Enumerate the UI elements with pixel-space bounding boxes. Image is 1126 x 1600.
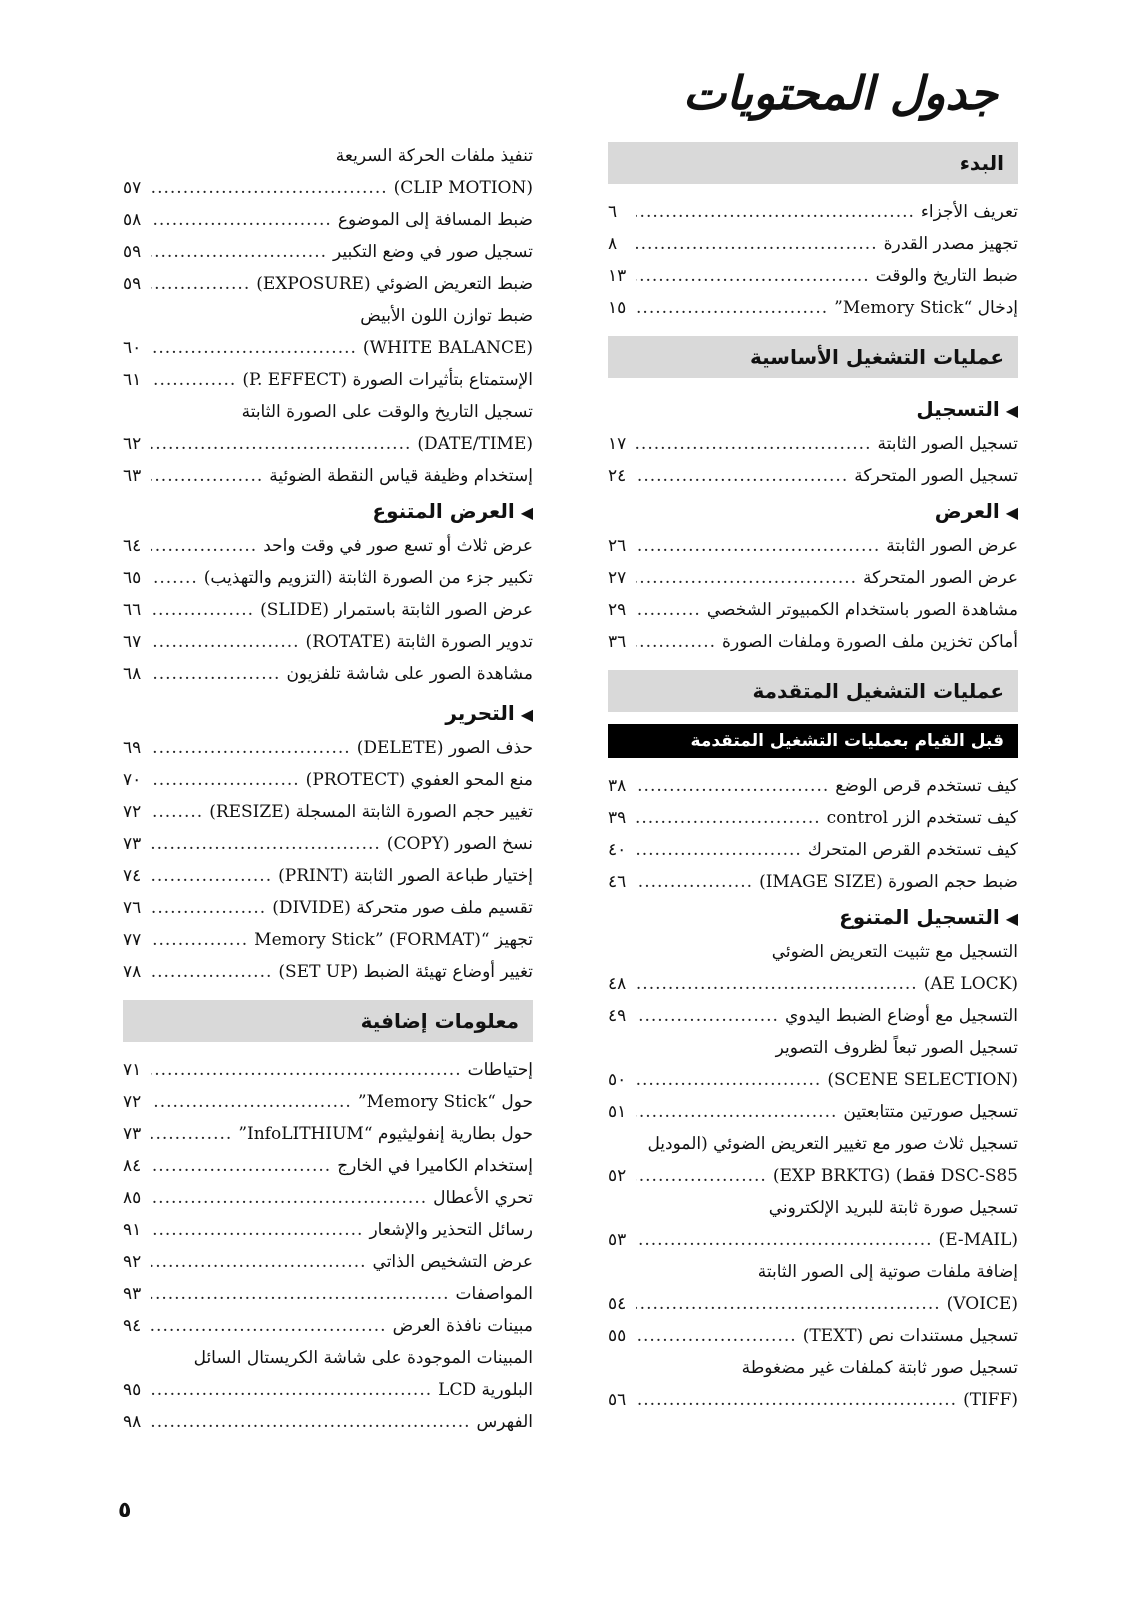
- entry-title: (TIFF): [963, 1390, 1018, 1410]
- toc-line: تسجيل صورة ثابتة للبريد الإلكتروني: [768, 1198, 1018, 1218]
- dot-leader: [151, 268, 250, 300]
- dot-leader: [151, 1310, 387, 1342]
- entry-title: عرض الصور المتحركة: [863, 568, 1018, 588]
- entry-page: ٨٤: [123, 1156, 142, 1176]
- section-header-basic: عمليات التشغيل الأساسية: [608, 336, 1018, 378]
- entry-title: أماكن تخزين ملف الصورة وملفات الصورة: [722, 632, 1018, 652]
- toc-entry: [608, 1064, 1018, 1096]
- entry-page: ٣٦: [608, 632, 627, 652]
- toc-row: [608, 866, 1018, 898]
- entry-page: ٢٤: [608, 466, 627, 486]
- entry-title: عرض الصور الثابتة: [886, 536, 1018, 556]
- toc-row: [123, 332, 533, 364]
- entry-page: ٧٧: [123, 930, 142, 950]
- dot-leader: [636, 770, 829, 802]
- dot-leader: [636, 594, 701, 626]
- toc-entry: [608, 1320, 1018, 1352]
- entry-page: ٥٢: [608, 1166, 627, 1186]
- toc-entry: [608, 1224, 1018, 1256]
- toc-entry: [123, 1374, 533, 1406]
- toc-row: [123, 626, 533, 658]
- entry-page: ٥١: [608, 1102, 627, 1122]
- toc-row: [123, 764, 533, 796]
- toc-row: [123, 204, 533, 236]
- viewing-list: [608, 530, 1018, 658]
- toc-row: [608, 770, 1018, 802]
- entry-title: عرض الصور الثابتة باستمرار (SLIDE): [260, 600, 533, 620]
- entry-page: ٥٧: [123, 178, 142, 198]
- entry-page: ٧٦: [123, 898, 142, 918]
- entry-page: ١٣: [608, 266, 627, 286]
- toc-row: [123, 460, 533, 492]
- dot-leader: [151, 1214, 363, 1246]
- toc-entry: [608, 1000, 1018, 1032]
- toc-row: [123, 924, 533, 956]
- entry-title: إستخدام وظيفة قياس النقطة الضوئية: [269, 466, 533, 486]
- entry-page: ٥٩: [123, 274, 142, 294]
- entry-title: عرض التشخيص الذاتي: [372, 1252, 533, 1272]
- entry-title: البلورية LCD: [438, 1380, 533, 1400]
- dot-leader: [636, 1064, 821, 1096]
- toc-line: تسجيل صور ثابتة كملفات غير مضغوطة: [741, 1358, 1018, 1378]
- dot-leader: [636, 866, 753, 898]
- entry-title: تغيير أوضاع تهيئة الضبط (SET UP): [278, 962, 533, 982]
- dot-leader: [151, 364, 236, 396]
- entry-page: ٣٨: [608, 776, 627, 796]
- dot-leader: [151, 1118, 232, 1150]
- entry-title: تقسيم ملف صور متحركة (DIVIDE): [272, 898, 533, 918]
- triangle-icon: ◀: [1005, 909, 1018, 928]
- dot-leader: [151, 626, 300, 658]
- entry-title: المواصفات: [455, 1284, 533, 1304]
- page-number: ٥: [118, 1498, 132, 1523]
- toc-row: [123, 828, 533, 860]
- dot-leader: [636, 1224, 933, 1256]
- subsection-recording: ◀التسجيل: [916, 397, 1018, 421]
- section-header-advanced: عمليات التشغيل المتقدمة: [608, 670, 1018, 712]
- toc-entry: [123, 204, 533, 236]
- entry-page: ٢٩: [608, 600, 627, 620]
- toc-row: [608, 1160, 1018, 1192]
- dot-leader: [151, 924, 248, 956]
- entry-title: ضبط التعريض الضوئي (EXPOSURE): [256, 274, 533, 294]
- dot-leader: [151, 764, 300, 796]
- entry-title: (VOICE): [946, 1294, 1018, 1314]
- dot-leader: [151, 594, 254, 626]
- entry-page: ٧٢: [123, 802, 142, 822]
- entry-title: حذف الصور (DELETE): [356, 738, 533, 758]
- entry-page: ٢٦: [608, 536, 627, 556]
- entry-title: تكبير جزء من الصورة الثابتة (التزويم والتهذيب): [203, 568, 533, 588]
- entry-page: ٦٨: [123, 664, 142, 684]
- dot-leader: [151, 1086, 352, 1118]
- entry-page: ٥٤: [608, 1294, 627, 1314]
- entry-title: إحتياطات: [467, 1060, 533, 1080]
- dot-leader: [636, 1320, 797, 1352]
- dot-leader: [636, 460, 848, 492]
- toc-row: [123, 1182, 533, 1214]
- dot-leader: [636, 1384, 957, 1416]
- entry-title: (E-MAIL): [938, 1230, 1018, 1250]
- dot-leader: [151, 892, 266, 924]
- toc-row: [123, 658, 533, 690]
- entry-title: كيف تستخدم القرص المتحرك: [807, 840, 1018, 860]
- editing-list: [123, 732, 533, 988]
- dot-leader: [151, 236, 327, 268]
- dot-leader: [636, 530, 880, 562]
- toc-line: تنفيذ ملفات الحركة السريعة: [335, 146, 533, 166]
- toc-line: إضافة ملفات صوتية إلى الصور الثابتة: [757, 1262, 1018, 1282]
- dot-leader: [636, 562, 857, 594]
- entry-title: الفهرس: [476, 1412, 533, 1432]
- toc-entry: [608, 1096, 1018, 1128]
- dot-leader: [636, 802, 821, 834]
- toc-line: المبينات الموجودة على شاشة الكريستال السائل: [193, 1348, 533, 1368]
- toc-row: [123, 268, 533, 300]
- entry-page: ٩٨: [123, 1412, 142, 1432]
- toc-row: [608, 834, 1018, 866]
- entry-title: مشاهدة الصور على شاشة تلفزيون: [286, 664, 533, 684]
- toc-row: [123, 530, 533, 562]
- entry-page: ٢٧: [608, 568, 627, 588]
- dot-leader: [636, 1096, 837, 1128]
- entry-title: مشاهدة الصور باستخدام الكمبيوتر الشخصي: [706, 600, 1018, 620]
- toc-row: [123, 1374, 533, 1406]
- entry-page: ٥٥: [608, 1326, 627, 1346]
- toc-line: تسجيل التاريخ والوقت على الصورة الثابتة: [241, 402, 533, 422]
- toc-entry: [123, 1406, 533, 1438]
- toc-entry: [608, 968, 1018, 1000]
- entry-page: ٧١: [123, 1060, 142, 1080]
- toc-entry: [123, 172, 533, 204]
- entry-page: ٦٢: [123, 434, 142, 454]
- entry-title: حول “Memory Stick”: [357, 1092, 533, 1112]
- entry-title: إدخال “Memory Stick”: [834, 298, 1018, 318]
- toc-line: التسجيل مع تثبيت التعريض الضوئي: [771, 942, 1018, 962]
- toc-entry: [123, 460, 533, 492]
- toc-row: [608, 1064, 1018, 1096]
- dot-leader: [151, 828, 381, 860]
- dot-leader: [151, 1278, 450, 1310]
- toc-row: [123, 892, 533, 924]
- entry-page: ٧٠: [123, 770, 142, 790]
- entry-title: تدوير الصورة الثابتة (ROTATE): [305, 632, 533, 652]
- toc-entry: [123, 332, 533, 364]
- dot-leader: [151, 428, 411, 460]
- entry-page: ٤٩: [608, 1006, 627, 1026]
- section-header-start: البدء: [608, 142, 1018, 184]
- subsection-editing: ◀التحرير: [445, 701, 533, 725]
- entry-title: حول بطارية إنفوليثيوم “InfoLITHIUM”: [238, 1124, 533, 1144]
- entry-title: (AE LOCK): [923, 974, 1018, 994]
- toc-row: [608, 562, 1018, 594]
- entry-title: منع المحو العفوي (PROTECT): [305, 770, 533, 790]
- toc-row: [123, 428, 533, 460]
- entry-page: ٨٥: [123, 1188, 142, 1208]
- toc-row: [123, 1054, 533, 1086]
- entry-title: كيف تستخدم الزر control: [826, 808, 1018, 828]
- entry-page: ٥٠: [608, 1070, 627, 1090]
- various-viewing-list: [123, 530, 533, 690]
- toc-row: [608, 802, 1018, 834]
- toc-row: [123, 1406, 533, 1438]
- entry-title: رسائل التحذير والإشعار: [369, 1220, 533, 1240]
- entry-title: (DATE/TIME): [417, 434, 533, 454]
- dot-leader: [151, 332, 357, 364]
- toc-right-column: [608, 140, 1018, 1416]
- toc-row: [123, 860, 533, 892]
- before-list: [608, 770, 1018, 898]
- toc-line: ضبط توازن اللون الأبيض: [360, 306, 533, 326]
- dot-leader: [151, 1374, 432, 1406]
- toc-line: تسجيل ثلاث صور مع تغيير التعريض الضوئي (الموديل: [647, 1134, 1018, 1154]
- entry-title: DSC-S85 فقط) (EXP BRKTG): [772, 1166, 1018, 1186]
- recording-list: [608, 428, 1018, 492]
- toc-row: [608, 594, 1018, 626]
- entry-title: التسجيل مع أوضاع الضبط اليدوي: [784, 1006, 1018, 1026]
- entry-title: تسجيل الصور المتحركة: [854, 466, 1018, 486]
- dot-leader: [151, 1054, 462, 1086]
- entry-page: ١٧: [608, 434, 627, 454]
- section-header-before: قبل القيام بعمليات التشغيل المتقدمة: [608, 724, 1018, 758]
- entry-page: ٧٣: [123, 1124, 142, 1144]
- entry-title: تسجيل الصور الثابتة: [877, 434, 1018, 454]
- entry-title: (CLIP MOTION): [393, 178, 533, 198]
- toc-row: [608, 1096, 1018, 1128]
- toc-row: [608, 1384, 1018, 1416]
- entry-page: ٩٤: [123, 1316, 142, 1336]
- dot-leader: [636, 968, 918, 1000]
- triangle-icon: ◀: [1005, 503, 1018, 522]
- entry-title: ضبط التاريخ والوقت: [875, 266, 1018, 286]
- dot-leader: [636, 1160, 767, 1192]
- dot-leader: [151, 172, 388, 204]
- toc-entry: [123, 364, 533, 396]
- entry-page: ٥٣: [608, 1230, 627, 1250]
- toc-row: [123, 1214, 533, 1246]
- toc-entry: [123, 268, 533, 300]
- dot-leader: [636, 1000, 779, 1032]
- toc-entry: [608, 1288, 1018, 1320]
- toc-row: [123, 796, 533, 828]
- dot-leader: [151, 460, 263, 492]
- entry-page: ٦٦: [123, 600, 142, 620]
- entry-page: ١٥: [608, 298, 627, 318]
- toc-row: [608, 530, 1018, 562]
- info-list: [123, 1054, 533, 1342]
- entry-page: ٦١: [123, 370, 142, 390]
- entry-title: (WHITE BALANCE): [362, 338, 533, 358]
- dot-leader: [636, 1288, 941, 1320]
- subsection-viewing: ◀العرض: [934, 499, 1018, 523]
- toc-entry: [123, 236, 533, 268]
- entry-title: إختيار طباعة الصور الثابتة (PRINT): [278, 866, 533, 886]
- entry-page: ٦: [608, 202, 618, 222]
- entry-title: عرض ثلاث أو تسع صور في وقت واحد: [263, 536, 533, 556]
- toc-row: [608, 626, 1018, 658]
- toc-entry: [608, 1160, 1018, 1192]
- dot-leader: [151, 732, 351, 764]
- dot-leader: [151, 1150, 331, 1182]
- toc-row: [123, 562, 533, 594]
- start-list: [608, 196, 1018, 324]
- toc-left-column: [123, 140, 533, 1438]
- dot-leader: [151, 1182, 427, 1214]
- toc-row: [123, 956, 533, 988]
- entry-page: ٥٩: [123, 242, 142, 262]
- toc-row: [608, 292, 1018, 324]
- entry-page: ٨: [608, 234, 618, 254]
- toc-row: [608, 1000, 1018, 1032]
- entry-title: الإستمتاع بتأثيرات الصورة (P. EFFECT): [242, 370, 533, 390]
- entry-page: ٩٢: [123, 1252, 142, 1272]
- triangle-icon: ◀: [520, 705, 533, 724]
- toc-entry: [608, 1384, 1018, 1416]
- dot-leader: [151, 658, 280, 690]
- toc-row: [608, 1320, 1018, 1352]
- dot-leader: [636, 228, 878, 260]
- toc-row: [123, 732, 533, 764]
- triangle-icon: ◀: [520, 503, 533, 522]
- subsection-various-recording: ◀التسجيل المتنوع: [839, 905, 1018, 929]
- entry-title: ضبط حجم الصورة (IMAGE SIZE): [759, 872, 1018, 892]
- entry-page: ٤٨: [608, 974, 627, 994]
- entry-page: ٥٦: [608, 1390, 627, 1410]
- dot-leader: [151, 860, 272, 892]
- entry-page: ٩١: [123, 1220, 142, 1240]
- toc-row: [608, 228, 1018, 260]
- toc-row: [608, 968, 1018, 1000]
- toc-entry: [123, 428, 533, 460]
- toc-row: [608, 260, 1018, 292]
- subsection-various-viewing: ◀العرض المتنوع: [372, 499, 533, 523]
- entry-page: ٦٧: [123, 632, 142, 652]
- entry-page: ٧٤: [123, 866, 142, 886]
- entry-page: ٦٣: [123, 466, 142, 486]
- page-title: جدول المحتويات: [682, 66, 998, 120]
- entry-title: تعريف الأجزاء: [920, 202, 1018, 222]
- entry-page: ٣٩: [608, 808, 627, 828]
- entry-title: نسخ الصور (COPY): [386, 834, 533, 854]
- toc-row: [123, 1118, 533, 1150]
- entry-page: ٥٨: [123, 210, 142, 230]
- dot-leader: [151, 204, 332, 236]
- dot-leader: [151, 1406, 471, 1438]
- dot-leader: [151, 1246, 367, 1278]
- toc-row: [123, 364, 533, 396]
- dot-leader: [151, 796, 203, 828]
- toc-row: [123, 1278, 533, 1310]
- dot-leader: [636, 626, 716, 658]
- entry-title: كيف تستخدم قرص الوضع: [835, 776, 1018, 796]
- entry-page: ٧٣: [123, 834, 142, 854]
- entry-title: إستخدام الكاميرا في الخارج: [337, 1156, 533, 1176]
- toc-row: [608, 460, 1018, 492]
- entry-page: ٧٢: [123, 1092, 142, 1112]
- entry-page: ٦٤: [123, 536, 142, 556]
- toc-row: [608, 196, 1018, 228]
- entry-page: ٦٠: [123, 338, 142, 358]
- entry-title: تغيير حجم الصورة الثابتة المسجلة (RESIZE): [209, 802, 533, 822]
- toc-row: [123, 1246, 533, 1278]
- dot-leader: [151, 956, 272, 988]
- toc-row: [608, 1288, 1018, 1320]
- entry-title: تسجيل صورتين متتابعتين: [843, 1102, 1018, 1122]
- toc-row: [123, 1086, 533, 1118]
- entry-title: ضبط المسافة إلى الموضوع: [337, 210, 533, 230]
- toc-row: [123, 236, 533, 268]
- toc-row: [608, 1224, 1018, 1256]
- toc-row: [608, 428, 1018, 460]
- dot-leader: [636, 260, 870, 292]
- dot-leader: [636, 292, 828, 324]
- entry-page: ٦٩: [123, 738, 142, 758]
- toc-row: [123, 172, 533, 204]
- dot-leader: [151, 562, 198, 594]
- entry-title: تحري الأعطال: [433, 1188, 533, 1208]
- entry-title: تجهيز “Memory Stick” (FORMAT): [254, 930, 533, 950]
- dot-leader: [636, 834, 802, 866]
- dot-leader: [636, 196, 915, 228]
- entry-page: ٩٣: [123, 1284, 142, 1304]
- section-header-info: معلومات إضافية: [123, 1000, 533, 1042]
- toc-row: [123, 594, 533, 626]
- entry-page: ٤٠: [608, 840, 627, 860]
- triangle-icon: ◀: [1005, 401, 1018, 420]
- entry-title: (SCENE SELECTION): [827, 1070, 1018, 1090]
- entry-title: تجهيز مصدر القدرة: [883, 234, 1018, 254]
- toc-row: [123, 1150, 533, 1182]
- entry-page: ٧٨: [123, 962, 142, 982]
- dot-leader: [151, 530, 257, 562]
- entry-page: ٤٦: [608, 872, 627, 892]
- entry-page: ٩٥: [123, 1380, 142, 1400]
- entry-page: ٦٥: [123, 568, 142, 588]
- entry-title: تسجيل صور في وضع التكبير: [333, 242, 533, 262]
- toc-row: [123, 1310, 533, 1342]
- entry-title: تسجيل مستندات نص (TEXT): [802, 1326, 1018, 1346]
- toc-line: تسجيل الصور تبعاً لظروف التصوير: [775, 1038, 1018, 1058]
- dot-leader: [636, 428, 871, 460]
- entry-title: مبينات نافذة العرض: [392, 1316, 533, 1336]
